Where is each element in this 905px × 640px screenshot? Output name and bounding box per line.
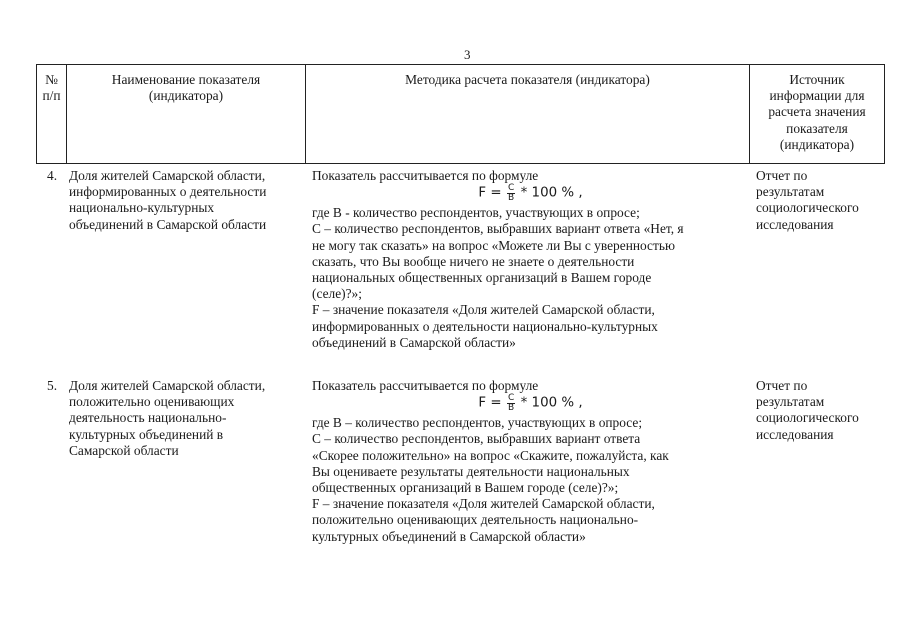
row-4-formula-fraction (507, 184, 515, 203)
row-5-formula-numerator: C (507, 393, 515, 404)
row-4-formula-intro: Показатель рассчитывается по формуле (312, 168, 539, 183)
row-4-method (312, 168, 749, 351)
row-4-formula-lhs: F = (478, 185, 502, 201)
row-5-method (312, 378, 749, 545)
row-5-formula-denominator: B (507, 403, 515, 414)
row-4-formula-numerator: C (507, 183, 515, 194)
header-indicator-name: Наименование показателя (индикатора) (111, 72, 261, 104)
row-4-formula-denominator: B (507, 193, 515, 204)
row-5-formula (312, 394, 749, 413)
row-4-formula (312, 184, 749, 203)
header-number: № п/п (42, 72, 61, 104)
row-5-formula-intro: Показатель рассчитывается по формуле (312, 378, 539, 393)
row-5-formula-rhs: * 100 % , (520, 395, 583, 411)
row-5-indicator-name: Доля жителей Самарской области, положительно оценивающих деятельность национально- культурных объединений в Самарской области (69, 378, 266, 458)
row-5-formula-details: где В – количество респондентов, участвующих в опросе; С – количество респондентов, выбравших вариант ответа «Скорее положительно» на вопрос «Скажите, пожалуйста, как Вы оцениваете результаты деятельности национальных общественных организаций в Вашем городе (селе)?»; F – значение показателя «Доля жителей Самарской области, положительно оценивающих деятельность национально- культурных объединений в Самарской области» (312, 415, 669, 544)
table-header-bottom-border (36, 163, 884, 164)
page-number: 3 (464, 47, 471, 62)
row-4-indicator-name: Доля жителей Самарской области, информированных о деятельности национально-культурных объединений в Самарской области (69, 168, 267, 232)
row-4-information-source: Отчет по результатам социологического исследования (756, 168, 859, 232)
header-calculation-method: Методика расчета показателя (индикатора) (405, 72, 650, 87)
row-5-number: 5. (47, 378, 58, 393)
row-4-formula-details: где В - количество респондентов, участвующих в опросе; С – количество респондентов, выбравших вариант ответа «Нет, я не могу так сказать» на вопрос «Можете ли Вы с уверенностью сказать, что Вы вообще ничего не знаете о деятельности национальных общественных организаций в Вашем городе (селе)?»; F – значение показателя «Доля жителей Самарской области, информированных о деятельности национально-культурных объединений в Самарской области» (312, 205, 684, 350)
row-4-formula-rhs: * 100 % , (520, 185, 583, 201)
row-5-formula-fraction (507, 394, 515, 413)
table-top-border (36, 64, 884, 65)
header-information-source: Источник информации для расчета значения показателя (индикатора) (768, 72, 866, 152)
row-4-number: 4. (47, 168, 58, 183)
row-5-formula-lhs: F = (478, 395, 502, 411)
row-5-information-source: Отчет по результатам социологического исследования (756, 378, 859, 442)
table-right-border (884, 64, 885, 164)
